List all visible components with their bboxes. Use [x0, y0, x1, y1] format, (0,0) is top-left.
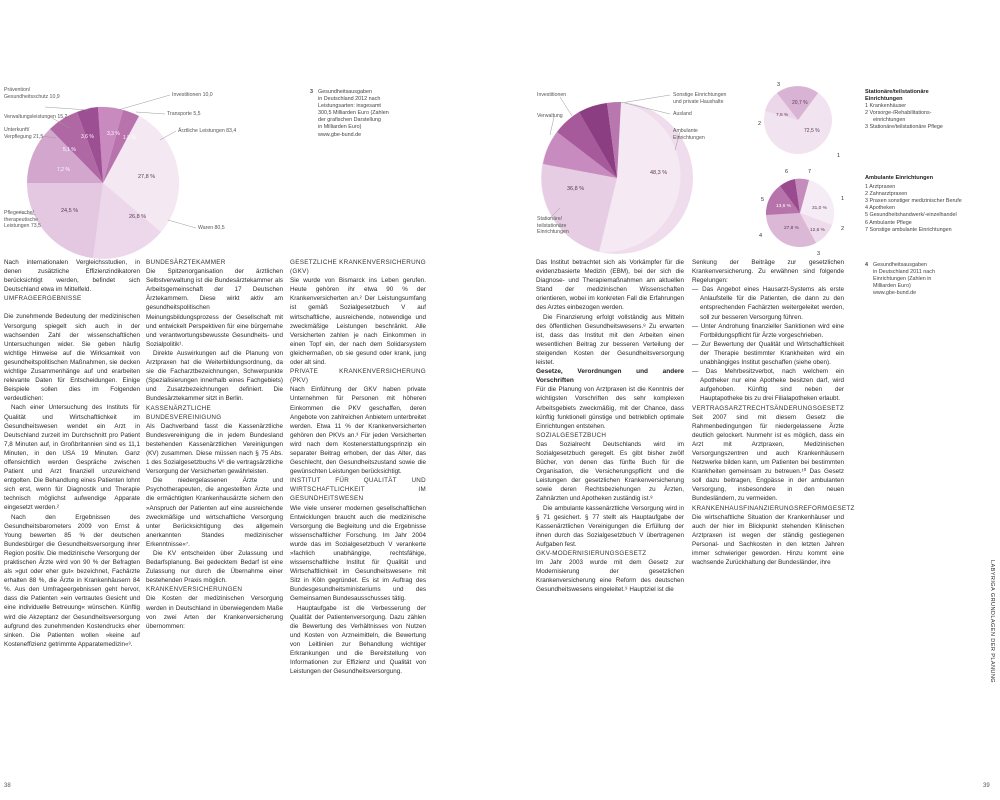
caption-line: in Deutschland 2012 nach — [318, 96, 381, 103]
label-unterkunft — [4, 127, 43, 140]
label-ausland: Ausland — [673, 111, 692, 117]
caption-number: 3 — [310, 89, 313, 95]
paragraph: Wie viele unserer modernen gesellschaftlichen Entwicklungen braucht auch die medizinische Versorgung die Begleitung und die Ergebnisse wissenschaftlicher Forschung. Im Jahr 2004 wurde das im Sozialgesetzbuch V verankerte »fachlich unabhängige, rechtsfähige, wissenschaftliche Institut für Qualität und Wirtschaftlichkeit im Gesundheitswesen« mit Sitz in Köln gegründet. Es ist im Auftrag des Bundesgesundheitsministeriums und des Gemeinsamen Bundesausschusses tätig. — [290, 504, 426, 603]
label-line: Sonstige Einrichtungen — [673, 92, 727, 98]
slice-label-waren: 26,8 % — [129, 214, 147, 220]
caption-number: 4 — [865, 262, 868, 268]
caption-line: Gesundheitsausgaben — [873, 262, 927, 268]
label-line: Ambulante — [673, 128, 698, 134]
slice-label-praevention: 3,6 % — [81, 134, 94, 140]
label-line: Einrichtungen — [673, 134, 705, 141]
pie-chart-stationaer-breakdown — [755, 80, 850, 170]
paragraph: Das Sozialrecht Deutschlands wird im Sozialgesetzbuch geregelt. Es gibt bisher zwölf Bücher, von denen das fünfte Buch für die Organisation, die Versicherungspflicht und die Leistungen der gesetzlichen Krankenversicherung sowie deren Rechtsbeziehungen zu Ärzten, Zahnärzten und Apotheken zuständig ist.⁸ — [536, 440, 684, 503]
slice-label-aerztlich: 27,8 % — [138, 174, 156, 180]
label-investitionen: Investitionen 10,0 — [172, 92, 213, 98]
section-heading: KASSENÄRZTLICHE BUNDESVEREINIGUNG — [146, 404, 222, 421]
left-column-1 — [4, 258, 140, 649]
paragraph: Das Institut betrachtet sich als Vorkämpfer für die evidenzbasierte Medizin (EBM), bei der sich die Diagnose- und Therapiemaßnahmen am aktuellen Stand der medizinischen Wissenschaften orientieren, wobei im konkreten Fall die Erfahrungen des Arztes einbezogen werden. — [536, 259, 684, 312]
caption-line: Einrichtungen (Zahlen in — [873, 276, 932, 283]
label-verwaltung: Verwaltungsleistungen 15,2 — [4, 114, 68, 120]
slice-label-2: 12,6 % — [810, 228, 825, 233]
small-pie-number-1: 1 — [841, 196, 845, 202]
slice-label-unterkunft: 7,2 % — [57, 167, 70, 173]
label-aerztlich: Ärztliche Leistungen 83,4 — [178, 128, 237, 134]
paragraph: Die Kosten der medizinischen Versorgung werden in Deutschland in überwiegendem Maße von zwei Arten der Krankenversicherung übernommen: — [146, 595, 283, 630]
label-line: Verpflegung 21,5 — [4, 133, 44, 140]
left-column-2 — [146, 258, 283, 631]
label-line: und private Haushalte — [673, 98, 724, 105]
caption-line: der grafischen Darstellung — [318, 117, 381, 124]
paragraph: Die Finanzierung erfolgt vollständig aus Mitteln des öffentlichen Gesundheitswesens.⁸ Zu erwarten ist, dass das Institut mit den Arbeiten einen wesentlichen Beitrag zur besseren Verteilung der steigenden Kosten der Gesundheitsversorgung leistet. — [536, 313, 684, 367]
legend-item: 3 Stationäre/teilstationäre Pflege — [865, 124, 943, 131]
paragraph: Für die Planung von Arztpraxen ist die Kenntnis der wichtigsten Vorschriften des sehr komplexen Arbeitsgebiets zweckmäßig, mit der Chance, dass künftig funktionell günstige und betrieblich optimale Einrichtungen entstehen. — [536, 386, 684, 430]
slice-label-3: 7,6 % — [776, 113, 789, 118]
slice-label-4: 27,8 % — [784, 226, 799, 231]
list-item: — Unter Androhung finanzieller Sanktionen wird eine Fortbildungspflicht für Ärzte vorgeschrieben. — [692, 322, 844, 339]
label-sonstige — [673, 92, 726, 105]
small-pie-number-3: 3 — [777, 82, 781, 88]
slice-label-pflege: 24,5 % — [61, 208, 79, 214]
section-heading: GESETZLICHE KRANKENVERSICHERUNG (GKV) — [290, 259, 426, 276]
left-column-3 — [290, 258, 426, 676]
small-pie-number-7: 7 — [808, 169, 812, 175]
small-pie-number-4: 4 — [759, 233, 763, 239]
slice-label-1: 72,5 % — [804, 128, 820, 134]
section-heading: Gesetze, Verordnungen und andere Vorschriften — [536, 368, 684, 385]
list-item: — Das Angebot eines Hausarzt-Systems als erste Anlaufstelle für die Patienten, die dann zu den entsprechenden Fachärzten weitergeleitet werden, soll zur besseren Versorgung führen. — [692, 286, 844, 321]
paragraph: Nach Einführung der GKV haben private Unternehmen für Personen mit höheren Einkommen die PKV geschaffen, deren Angebote von zahlreichen Anbietern unterbreitet werden. Etwa 11 % der Krankenversicherten gehören den PKVs an.³ Für jeden Versicherten wird nach dem Kostenerstattungsprinzip ein separater Beitrag erhoben, der das Alter, das Geschlecht, den Gesundheitszustand sowie die gewünschten Leistungen berücksichtigt. — [290, 386, 426, 476]
label-line: Pflegerische/ — [4, 210, 34, 216]
caption-line: in Milliarden Euro) — [318, 124, 362, 131]
caption-line: www.gbe-bund.de — [873, 290, 917, 297]
caption-line: Leistungsarten: insgesamt — [318, 103, 381, 110]
page-number-right: 39 — [983, 783, 990, 789]
paragraph: Nach einer Untersuchung des Instituts für Qualität und Wirtschaftlichkeit im Gesundheitswesen wendet ein Arzt in Deutschland zurzeit im Durchschnitt pro Patient 7,8 Minuten auf, in Großbritannien sind es 11,1 Minuten, in den USA 19 Minuten. Ganz offensichtlich werden Gespräche zwischen Patient und Arzt finanziell unzureichend entgolten. Die Behandlung eines Patienten lohnt sich erst, wenn für Diagnostik und Therapie technisch möglichst aufwendige Apparate eingesetzt werden.² — [4, 404, 140, 512]
section-heading: VERTRAGSARZTRECHTSÄNDERUNGSGESETZ — [692, 404, 845, 412]
label-line: therapeutische — [4, 216, 39, 223]
paragraph: Direkte Auswirkungen auf die Planung von Arztpraxen hat die Weiterbildungsordnung, da sie die Facharztbezeichnungen, Schwerpunkte (Spezialisierungen innerhalb eines Fachgebiets) und Zusatzbezeichnungen definiert. Die Bundesärztekammer sitzt in Berlin. — [146, 349, 283, 403]
paragraph: Als Dachverband fasst die Kassenärztliche Bundesvereinigung die in jedem Bundesland bestehenden Kassenärztlichen Vereinigungen (KV) zusammen. Diese müssen nach § 75 Abs. 1 des Sozialgesetzbuchs V⁶ die vertragsärztliche Versorgung der Versicherten gewährleisten. — [146, 422, 283, 476]
section-heading: KRANKENVERSICHERUNGEN — [146, 586, 243, 594]
label-line: Prävention/ — [4, 87, 31, 93]
right-column-1 — [536, 258, 684, 594]
small-pie-number-2: 2 — [758, 121, 762, 127]
paragraph: Hauptaufgabe ist die Verbesserung der Qualität der Patientenversorgung. Dazu zählen die Bewertung des Verhältnisses von Nutzen und Kosten von Arzneimitteln, die Bewertung von Leitlinien zur Behandlung wichtiger Erkrankungen und die Bereitstellung von Informationen zur Effizienz und Qualität von Leistungen der Gesundheitsversorgung. — [290, 604, 426, 676]
paragraph: Nach den Ergebnissen des Gesundheitsbarometers 2009 von Ernst & Young bewerten 85 % der deutschen Bundesbürger die Gesundheitsversorgung ihrer Region positiv. Die medizinische Versorgung der praktischen Ärzte wird von 90 % der Befragten als »gut oder eher gut« bezeichnet, Fachärzte erhalten 88 %, die Ärzte in Krankenhäusern 84 %. Aus den Umfrageergebnissen geht hervor, dass die Patienten »ein vertrautes Gesicht und eine individuelle Betreuung« wünschen. Künftig wird die Akzeptanz der Gesundheitsversorgung aufgrund des zunehmenden Kostendrucks eher sinken. Die Patienten wollen »keine auf Kosteneffizienz getrimmte Apparatemedizin«³. — [4, 513, 140, 648]
label-line: Unterkunft/ — [4, 127, 30, 133]
small-pie-number-2: 2 — [841, 226, 845, 232]
legend-item: 2 Zahnarztpraxen — [865, 191, 908, 198]
slice-label-investitionen: 3,3 % — [107, 131, 120, 137]
paragraph: Die wirtschaftliche Situation der Krankenhäuser und auch der hier im Blickpunkt stehenden Klinischen Arztpraxen ist wegen der ständig gestiegenen Personal- und Sachkosten in den letzten Jahren immer schwieriger geworden. Hinzu kommt eine wachsende Zurückhaltung der Bundesländer, ihre — [692, 513, 844, 567]
label-line: teilstationäre — [537, 222, 567, 229]
list-item: — Das Mehrbesitzverbot, nach welchem ein Apotheker nur eine Apotheke besitzen darf, wird aufgehoben. Künftig sind neben der Hauptapotheke bis zu drei Filialapotheken erlaubt. — [692, 368, 844, 403]
label-line: Leistungen 73,5 — [4, 223, 41, 230]
label-ambulant — [673, 128, 705, 141]
section-heading: SOZIALGESETZBUCH — [536, 431, 607, 439]
caption-line: 300,5 Milliarden Euro (Zahlen — [318, 110, 389, 117]
slice-label-ambulant: 48,3 % — [650, 170, 668, 176]
legend-item: 2 Vorsorge-/Rehabilitations- — [865, 110, 932, 117]
label-stationaer — [537, 216, 569, 236]
paragraph: Die zunehmende Bedeutung der medizinischen Versorgung spiegelt sich auch in der wachsenden Zahl der wissenschaftlichen Untersuchungen wider. Sie geben häufig wichtige Hinweise auf die Wirksamkeit von gesundheitspolitischen Maßnahmen, sie decken wichtige Zusammenhänge auf und erarbeiten relevante Daten für Entscheidungen. Einige Beispiele sollen dies im Folgenden verdeutlichen: — [4, 313, 140, 403]
list-item: — Zur Bewertung der Qualität und Wirtschaftlichkeit der Therapie bestimmter Krankheiten wird ein unabhängiges Institut geschaffen (siehe oben). — [692, 340, 844, 367]
slice-label-transporte: 1,8 % — [123, 135, 136, 141]
legend-item: 6 Ambulante Pflege — [865, 219, 912, 226]
paragraph: Sie wurde von Bismarck ins Leben gerufen. Heute gehören ihr etwa 90 % der Krankenversicherten an.² Der Leistungsumfang ist gemäß Sozialgesetzbuch V auf wirtschaftliche, ausreichende, notwendige und zweckmäßige Leistungen beschränkt. Alle Versicherten zahlen je nach Einkommen in einen Topf ein, der nach dem Solidarsystem gleichermaßen, ob sie gesund oder krank, jung oder alt sind. — [290, 277, 426, 367]
label-praevention — [4, 87, 60, 100]
legend-item: 1 Krankenhäuser — [865, 103, 907, 110]
section-heading: KRANKENHAUSFINANZIERUNGSREFORMGESETZ — [692, 504, 855, 512]
label-investitionen: Investitionen — [537, 92, 567, 98]
legend-item: 7 Sonstige ambulante Einrichtungen — [865, 226, 952, 233]
legend-stationaer — [865, 89, 995, 132]
paragraph: Im Jahr 2003 wurde mit dem Gesetz zur Modernisierung der gesetzlichen Krankenversicherung eine Reform des deutschen Gesundheitswesens eingeleitet.⁹ Hauptziel ist die — [536, 559, 684, 594]
legend-item: 3 Praxen sonstiger medizinischer Berufe — [865, 198, 962, 205]
paragraph: Senkung der Beiträge zur gesetzlichen Krankenversicherung. Zu erwähnen sind folgende Regelungen: — [692, 259, 844, 285]
caption-line: Gesundheitsausgaben — [318, 89, 372, 95]
legend-ambulant — [865, 175, 997, 234]
figure-caption-4 — [865, 262, 975, 297]
legend-title: Einrichtungen — [865, 96, 903, 103]
paragraph: Nach internationalen Vergleichsstudien, in denen zusätzliche Effizienzindikatoren berücksichtigt werden, befindet sich Deutschland etwa im Mittelfeld. — [4, 259, 140, 294]
caption-line: in Deutschland 2011 nach — [873, 269, 935, 276]
legend-item: 1 Arztpraxen — [865, 184, 896, 191]
legend-title: Stationäre/teilstationäre — [865, 89, 929, 95]
legend-item: 4 Apotheken — [865, 205, 895, 212]
small-pie-number-5: 5 — [761, 197, 765, 203]
label-pflege — [4, 210, 41, 230]
paragraph: Die ambulante kassenärztliche Versorgung wird in § 71 gesichert. § 77 stellt als Hauptaufgabe der Kassenärztlichen Vereinigungen die Erfüllung der ihnen durch das Sozialgesetzbuch V übertragenen Aufgaben fest. — [536, 504, 684, 548]
section-heading: BUNDESÄRZTEKAMMER — [146, 259, 226, 266]
label-line: Gesundheitsschutz 10,9 — [4, 93, 60, 100]
section-heading: PRIVATE KRANKENVERSICHERUNG (PKV) — [290, 368, 426, 385]
right-column-2 — [692, 258, 855, 567]
small-pie-number-6: 6 — [785, 169, 789, 175]
section-heading: GKV-MODERNISIERUNGSGESETZ — [536, 550, 647, 557]
legend-item: einrichtungen — [873, 117, 906, 124]
label-waren: Waren 80,5 — [198, 225, 225, 231]
slice-label-2: 20,7 % — [792, 100, 808, 106]
figure-caption-3 — [310, 89, 405, 139]
paragraph: Die KV entscheiden über Zulassung und Bedarfsplanung. Bei gedecktem Bedarf ist eine Zulassung nur durch die Übernahme einer bestehenden Praxis möglich. — [146, 550, 283, 585]
caption-line: Milliarden Euro) — [873, 283, 911, 290]
slice-label-5: 13,6 % — [776, 204, 791, 209]
label-line: Stationäre/ — [537, 216, 563, 222]
slice-label-1: 31,0 % — [812, 206, 827, 211]
pie-chart-ambulant-breakdown — [755, 165, 850, 260]
section-heading: INSTITUT FÜR QUALITÄT UND WIRTSCHAFTLICHKEIT IM GESUNDHEITSWESEN — [290, 477, 426, 503]
expenditure-pie-chart-einrichtungen — [530, 80, 710, 270]
legend-item: 5 Gesundheitshandwerk/-einzelhandel — [865, 212, 957, 219]
label-verwaltung: Verwaltung — [537, 113, 563, 119]
slice-label-verwaltung: 5,1 % — [63, 147, 76, 153]
label-transporte: Transporte 5,5 — [167, 111, 201, 117]
expenditure-pie-chart-leistungsarten — [0, 80, 300, 270]
slice-label-stationaer: 36,8 % — [567, 186, 585, 192]
legend-title: Ambulante Einrichtungen — [865, 175, 934, 181]
paragraph: Seit 2007 sind mit diesem Gesetz die Rahmenbedingungen für niedergelassene Ärzte deutlich gelockert. Nunmehr ist es möglich, dass ein Arzt mit Arztpraxen, Medizinischen Versorgungszentren und auch Krankenhäusern Netzwerke bilden kann, um Patienten bei bestimmten Krankheiten gemeinsam zu betreuen.¹⁰ Das Gesetz soll dazu beitragen, Engpässe in der ambulanten Versorgung, insbesondere in den neuen Bundesländern, zu vermeiden. — [692, 413, 844, 503]
small-pie-number-3: 3 — [817, 251, 821, 257]
section-heading: UMFRAGEERGEBNISSE — [4, 295, 82, 303]
caption-line: www.gbe-bund.de — [318, 131, 362, 138]
label-line: Einrichtungen — [537, 229, 569, 236]
small-pie-number-1: 1 — [837, 153, 841, 159]
page-number-left: 38 — [4, 783, 11, 789]
running-head-vertical: LABYRIGA GRUNDLAGEN DER PLANUNG — [989, 560, 995, 684]
paragraph: Die niedergelassenen Ärzte und Psychotherapeuten, die angestellten Ärzte und die ermächtigten Krankenhausärzte sichern den »Anspruch der Patienten auf eine ausreichende zweckmäßige und wirtschaftliche Versorgung unter Berücksichtigung des allgemein anerkannten Standes medizinischer Erkenntnisse«⁷. — [146, 477, 283, 548]
paragraph: Die Spitzenorganisation der ärztlichen Selbstverwaltung ist die Bundesärztekammer als Arbeitsgemeinschaft der 17 Deutschen Ärztekammern. Diese wirkt aktiv am gesundheitspolitischen Meinungsbildungsprozess der Gesellschaft mit und entwickelt Perspektiven für eine bürgernahe und verantwortungsbewusste Gesundheits- und Sozialpolitik¹. — [146, 268, 283, 348]
